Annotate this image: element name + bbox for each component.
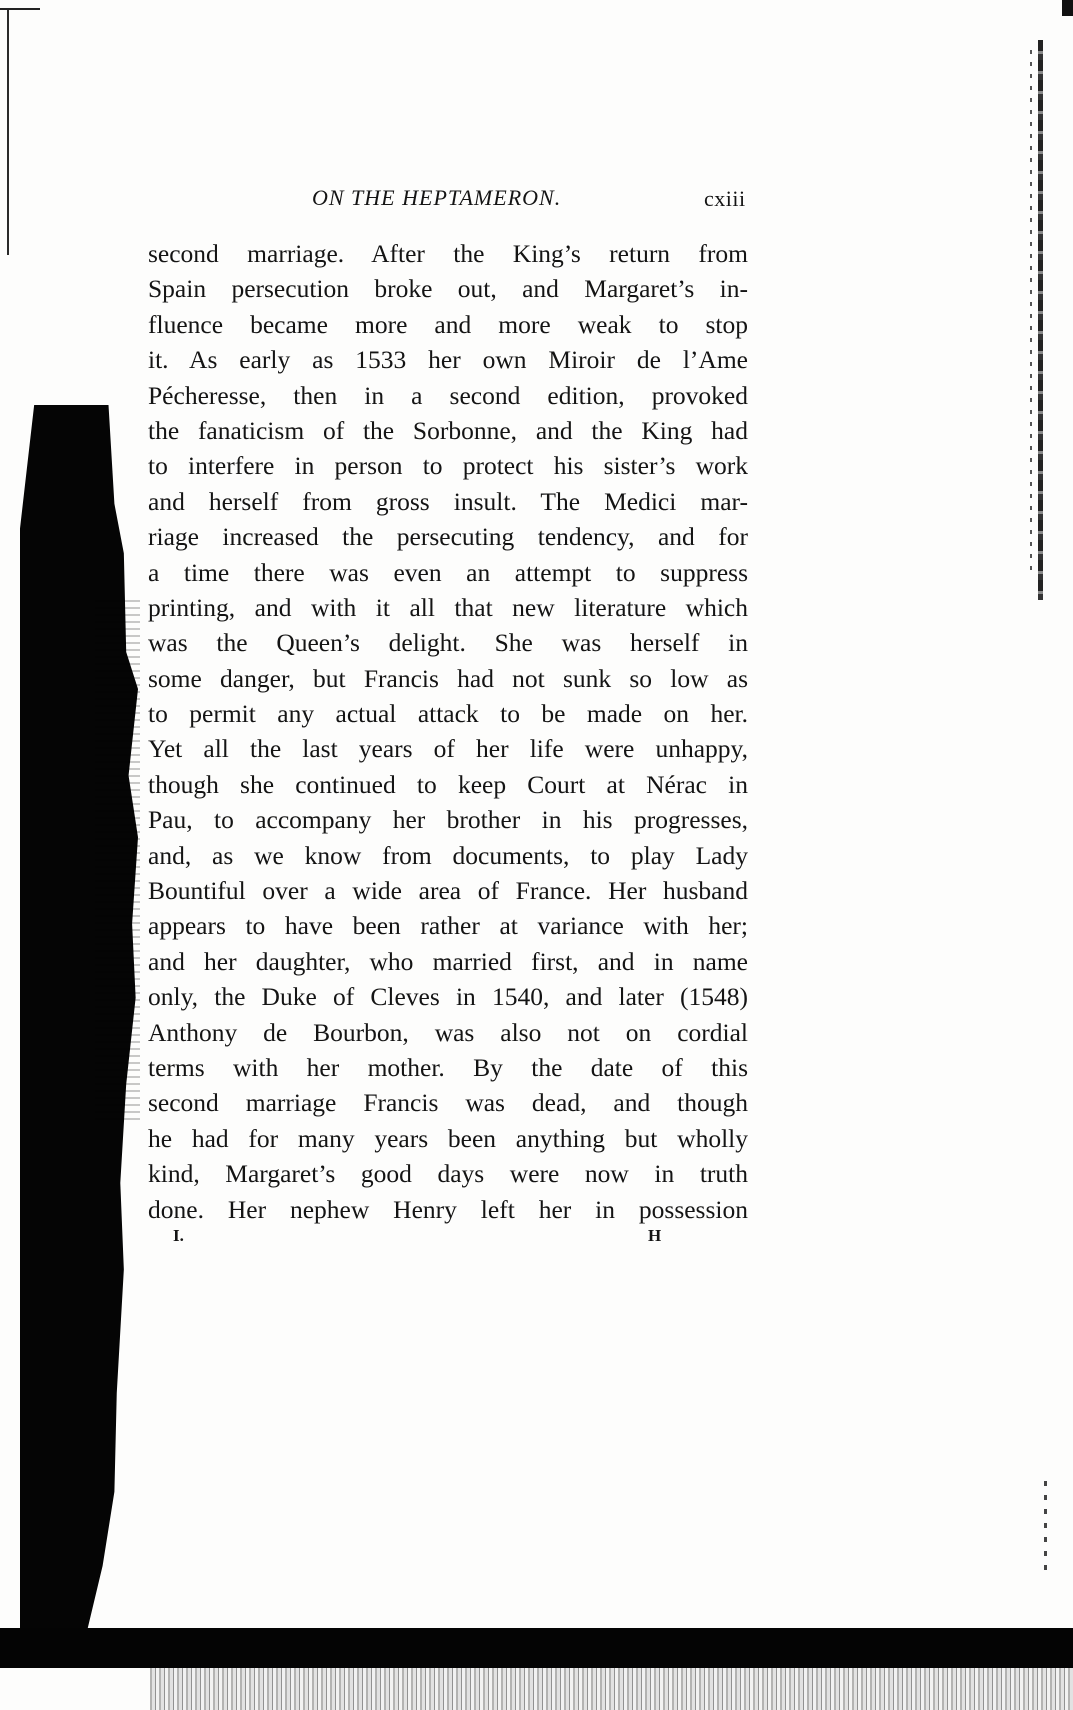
text-line: and her daughter, who married first, and in name bbox=[148, 946, 748, 976]
text-line: was the Queen’s delight. She was herself in bbox=[148, 628, 748, 658]
text-line: kind, Margaret’s good days were now in truth bbox=[148, 1159, 748, 1189]
scan-edge-right-thin bbox=[1030, 50, 1032, 570]
scan-edge-top bbox=[0, 8, 40, 10]
text-line: only, the Duke of Cleves in 1540, and later (1548) bbox=[148, 982, 748, 1012]
text-line: the fanaticism of the Sorbonne, and the King had bbox=[148, 415, 748, 445]
text-line: and herself from gross insult. The Medici mar- bbox=[148, 486, 748, 516]
text-line: Yet all the last years of her life were unhappy, bbox=[148, 734, 748, 764]
text-line: fluence became more and more weak to stop bbox=[148, 309, 748, 339]
text-line: he had for many years been anything but wholly bbox=[148, 1123, 748, 1153]
text-line: Pécheresse, then in a second edition, provoked bbox=[148, 380, 748, 410]
signature-letter: H bbox=[648, 1226, 662, 1245]
text-line: Pau, to accompany her brother in his progresses, bbox=[148, 805, 748, 835]
text-line: appears to have been rather at variance with her; bbox=[148, 911, 748, 941]
text-line: to permit any actual attack to be made on her. bbox=[148, 699, 748, 729]
text-line: second marriage Francis was dead, and though bbox=[148, 1088, 748, 1118]
text-line: it. As early as 1533 her own Miroir de l’Ame bbox=[148, 345, 748, 375]
text-line: some danger, but Francis had not sunk so low as bbox=[148, 663, 748, 693]
binding-speckle bbox=[95, 600, 140, 1120]
scan-edge-right bbox=[1038, 40, 1043, 600]
text-line: and, as we know from documents, to play Lady bbox=[148, 840, 748, 870]
text-line: a time there was even an attempt to suppress bbox=[148, 557, 748, 587]
text-line: riage increased the persecuting tendency, and for bbox=[148, 522, 748, 552]
scan-bottom-texture bbox=[150, 1668, 1073, 1710]
signature-mark: I. bbox=[173, 1226, 184, 1245]
scan-bottom-band bbox=[0, 1628, 1073, 1668]
body-text bbox=[148, 236, 748, 1227]
text-line: done. Her nephew Henry left her in possession bbox=[148, 1194, 748, 1224]
text-line: though she continued to keep Court at Nérac in bbox=[148, 769, 748, 799]
text-line: Bountiful over a wide area of France. Her husband bbox=[148, 876, 748, 906]
scan-edge-left bbox=[7, 10, 9, 255]
running-head: ON THE HEPTAMERON. bbox=[312, 185, 562, 210]
text-line: to interfere in person to protect his sister’s work bbox=[148, 451, 748, 481]
text-line: terms with her mother. By the date of this bbox=[148, 1052, 748, 1082]
text-line: Anthony de Bourbon, was also not on cordial bbox=[148, 1017, 748, 1047]
text-line: Spain persecution broke out, and Margaret’s in- bbox=[148, 274, 748, 304]
scan-edge-right-low bbox=[1044, 1480, 1047, 1570]
text-line: second marriage. After the King’s return from bbox=[148, 239, 748, 268]
scan-corner-mark bbox=[1062, 0, 1073, 16]
text-line: printing, and with it all that new literature which bbox=[148, 592, 748, 622]
page-number: cxiii bbox=[704, 186, 746, 211]
